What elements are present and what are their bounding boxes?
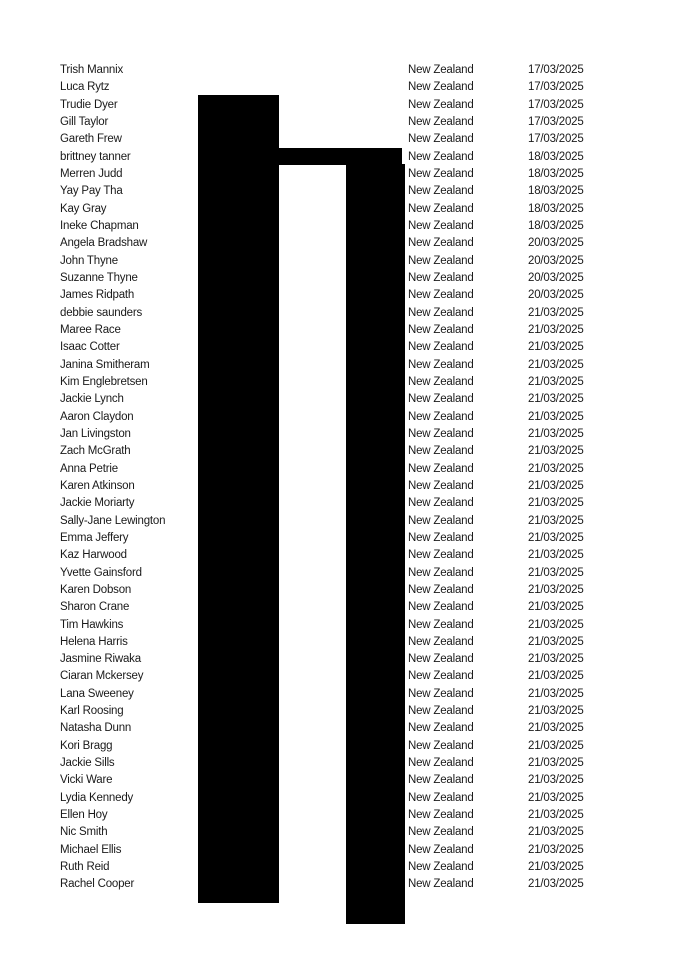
date: 21/03/2025 [528,687,584,700]
date: 17/03/2025 [528,133,584,146]
table-row [0,495,675,512]
person-name: Kim Englebretsen [60,375,148,388]
table-row [0,703,675,720]
date: 21/03/2025 [528,583,584,596]
person-name: Kaz Harwood [60,549,127,562]
person-name: Janina Smitheram [60,358,150,371]
country: New Zealand [408,341,474,354]
person-name: Aaron Claydon [60,410,134,423]
country: New Zealand [408,861,474,874]
date: 21/03/2025 [528,566,584,579]
table-row [0,114,675,131]
date: 21/03/2025 [528,323,584,336]
country: New Zealand [408,583,474,596]
date: 18/03/2025 [528,219,584,232]
country: New Zealand [408,878,474,891]
date: 21/03/2025 [528,601,584,614]
person-name: Vicki Ware [60,774,113,787]
table-row [0,253,675,270]
country: New Zealand [408,826,474,839]
country: New Zealand [408,531,474,544]
person-name: Karl Roosing [60,705,124,718]
country: New Zealand [408,791,474,804]
date: 21/03/2025 [528,722,584,735]
table-row [0,305,675,322]
date: 21/03/2025 [528,531,584,544]
person-name: Karen Atkinson [60,479,135,492]
date: 20/03/2025 [528,271,584,284]
date: 17/03/2025 [528,81,584,94]
table-row [0,582,675,599]
country: New Zealand [408,497,474,510]
date: 21/03/2025 [528,791,584,804]
table-row [0,513,675,530]
country: New Zealand [408,375,474,388]
date: 21/03/2025 [528,462,584,475]
table-row [0,201,675,218]
country: New Zealand [408,81,474,94]
date: 21/03/2025 [528,809,584,822]
table-row [0,166,675,183]
table-row [0,218,675,235]
person-name: Yay Pay Tha [60,185,123,198]
person-name: Yvette Gainsford [60,566,142,579]
table-row [0,391,675,408]
country: New Zealand [408,427,474,440]
table-row [0,738,675,755]
table-row [0,790,675,807]
person-name: Lydia Kennedy [60,791,134,804]
country: New Zealand [408,739,474,752]
table-row [0,183,675,200]
person-name: Luca Rytz [60,81,110,94]
date: 20/03/2025 [528,289,584,302]
person-name: Kori Bragg [60,739,113,752]
person-name: Karen Dobson [60,583,132,596]
date: 21/03/2025 [528,739,584,752]
person-name: Jackie Sills [60,757,115,770]
country: New Zealand [408,670,474,683]
person-name: Gareth Frew [60,133,122,146]
table-row [0,235,675,252]
date: 21/03/2025 [528,757,584,770]
date: 21/03/2025 [528,393,584,406]
date: 21/03/2025 [528,497,584,510]
country: New Zealand [408,514,474,527]
table-row [0,824,675,841]
country: New Zealand [408,323,474,336]
date: 18/03/2025 [528,150,584,163]
country: New Zealand [408,185,474,198]
person-name: Merren Judd [60,167,123,180]
person-name: Anna Petrie [60,462,118,475]
date: 21/03/2025 [528,306,584,319]
table-row [0,876,675,893]
table-row [0,634,675,651]
person-name: Suzanne Thyne [60,271,138,284]
person-name: Natasha Dunn [60,722,132,735]
table-row [0,565,675,582]
person-name: Sally-Jane Lewington [60,514,166,527]
country: New Zealand [408,601,474,614]
date: 21/03/2025 [528,341,584,354]
table-row [0,720,675,737]
country: New Zealand [408,306,474,319]
table-row [0,62,675,79]
country: New Zealand [408,809,474,822]
table-row [0,374,675,391]
date: 18/03/2025 [528,185,584,198]
country: New Zealand [408,133,474,146]
table-row [0,357,675,374]
person-name: Jan Livingston [60,427,131,440]
table-row [0,426,675,443]
country: New Zealand [408,705,474,718]
country: New Zealand [408,271,474,284]
country: New Zealand [408,462,474,475]
date: 21/03/2025 [528,653,584,666]
person-name: John Thyne [60,254,118,267]
table-row [0,79,675,96]
country: New Zealand [408,202,474,215]
table-row [0,668,675,685]
table-row [0,461,675,478]
table-row [0,270,675,287]
date: 21/03/2025 [528,514,584,527]
table-row [0,530,675,547]
person-name: Emma Jeffery [60,531,129,544]
date: 21/03/2025 [528,375,584,388]
date: 21/03/2025 [528,843,584,856]
table-row [0,859,675,876]
country: New Zealand [408,98,474,111]
person-name: Isaac Cotter [60,341,120,354]
table-row [0,149,675,166]
table-row [0,547,675,564]
person-name: Maree Race [60,323,121,336]
person-name: Helena Harris [60,635,128,648]
date: 21/03/2025 [528,427,584,440]
date: 17/03/2025 [528,115,584,128]
country: New Zealand [408,115,474,128]
person-name: Michael Ellis [60,843,122,856]
person-name: Lana Sweeney [60,687,134,700]
country: New Zealand [408,64,474,76]
person-name: Nic Smith [60,826,108,839]
date: 21/03/2025 [528,774,584,787]
table-row [0,322,675,339]
country: New Zealand [408,254,474,267]
person-name: Jasmine Riwaka [60,653,141,666]
table-row [0,807,675,824]
country: New Zealand [408,635,474,648]
country: New Zealand [408,653,474,666]
country: New Zealand [408,393,474,406]
table-row [0,131,675,148]
date: 21/03/2025 [528,670,584,683]
date: 17/03/2025 [528,64,584,76]
person-name: Kay Gray [60,202,107,215]
person-name: Ellen Hoy [60,809,108,822]
person-name: Gill Taylor [60,115,109,128]
person-name: brittney tanner [60,150,131,163]
table-row [0,478,675,495]
date: 21/03/2025 [528,445,584,458]
country: New Zealand [408,757,474,770]
person-name: James Ridpath [60,289,135,302]
date: 20/03/2025 [528,237,584,250]
date: 18/03/2025 [528,202,584,215]
country: New Zealand [408,289,474,302]
country: New Zealand [408,219,474,232]
date: 21/03/2025 [528,878,584,891]
date: 18/03/2025 [528,167,584,180]
table-row [0,651,675,668]
date: 21/03/2025 [528,705,584,718]
country: New Zealand [408,410,474,423]
person-name: Ciaran Mckersey [60,670,144,683]
country: New Zealand [408,358,474,371]
date: 21/03/2025 [528,410,584,423]
person-name: Ruth Reid [60,861,110,874]
date: 20/03/2025 [528,254,584,267]
table-row [0,443,675,460]
table-row [0,287,675,304]
date: 21/03/2025 [528,826,584,839]
country: New Zealand [408,774,474,787]
date: 21/03/2025 [528,861,584,874]
table-row [0,686,675,703]
person-name: Sharon Crane [60,601,130,614]
date: 21/03/2025 [528,479,584,492]
table-row [0,772,675,789]
person-name: Ineke Chapman [60,219,139,232]
person-name: Trudie Dyer [60,98,118,111]
table-row [0,97,675,114]
date: 21/03/2025 [528,358,584,371]
date: 21/03/2025 [528,549,584,562]
country: New Zealand [408,566,474,579]
country: New Zealand [408,687,474,700]
person-name: Zach McGrath [60,445,131,458]
country: New Zealand [408,237,474,250]
person-name: Rachel Cooper [60,878,135,891]
record-list [0,62,675,894]
table-row [0,339,675,356]
person-name: Jackie Lynch [60,393,124,406]
country: New Zealand [408,150,474,163]
table-row [0,617,675,634]
table-row [0,599,675,616]
country: New Zealand [408,167,474,180]
person-name: Jackie Moriarty [60,497,135,510]
table-row [0,409,675,426]
country: New Zealand [408,479,474,492]
country: New Zealand [408,445,474,458]
country: New Zealand [408,843,474,856]
person-name: Angela Bradshaw [60,237,148,250]
table-row [0,755,675,772]
country: New Zealand [408,618,474,631]
date: 21/03/2025 [528,635,584,648]
date: 17/03/2025 [528,98,584,111]
table-row [0,842,675,859]
country: New Zealand [408,549,474,562]
date: 21/03/2025 [528,618,584,631]
person-name: Tim Hawkins [60,618,124,631]
country: New Zealand [408,722,474,735]
person-name: debbie saunders [60,306,143,319]
person-name: Trish Mannix [60,64,123,76]
